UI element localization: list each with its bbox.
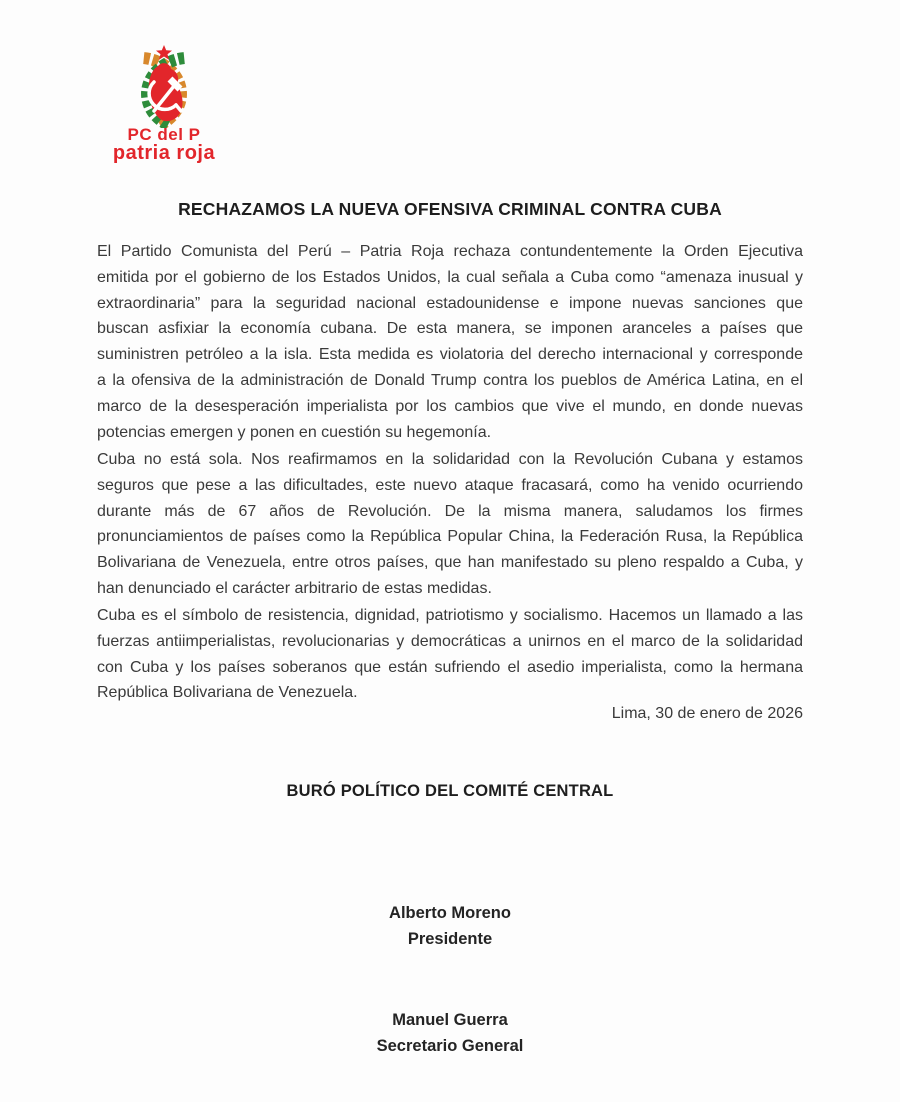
text-line: suministren petróleo a la isla. Esta medida es violatoria del derecho internacional y corresponde	[97, 346, 803, 364]
text-line: extraordinaria” para la seguridad nacional estadounidense e impone nuevas sanciones que	[97, 294, 803, 312]
text-line: República Bolivariana de Venezuela.	[97, 684, 358, 702]
paragraph-1	[97, 239, 803, 445]
dateline: Lima, 30 de enero de 2026	[611, 705, 803, 722]
logo-acronym: PC del P	[127, 125, 201, 144]
text-line: pronunciamientos de países como la República Popular China, la Federación Rusa, la República	[97, 528, 803, 546]
signature-role: Secretario General	[376, 1037, 524, 1055]
party-logo	[94, 44, 234, 163]
paragraph-3	[97, 603, 803, 706]
signature-role: Presidente	[407, 930, 493, 948]
document-title: RECHAZAMOS LA NUEVA OFENSIVA CRIMINAL CONTRA CUBA	[178, 199, 722, 219]
signature-name: Alberto Moreno	[389, 904, 511, 922]
logo-name: patria roja	[112, 142, 216, 164]
signature-name: Manuel Guerra	[392, 1011, 508, 1029]
signature-president	[97, 900, 803, 952]
text-line: marco de la desesperación imperialista por los cambios que vive el mundo, en donde nuevas	[97, 397, 803, 415]
text-line: fuerzas antiimperialistas, revolucionarias y democráticas a unirnos en el marco de la solidaridad	[97, 632, 803, 650]
text-line: con Cuba y los países soberanos que están sufriendo el asedio imperialista, como la hermana	[97, 658, 803, 676]
paragraph-2	[97, 447, 803, 602]
text-line: potencias emergen y ponen en cuestión su hegemonía.	[97, 423, 492, 441]
signature-secretary-general	[97, 1007, 803, 1059]
party-emblem-icon	[102, 44, 226, 128]
politburo-heading: BURÓ POLÍTICO DEL COMITÉ CENTRAL	[286, 782, 614, 800]
text-line: han denunciado el carácter arbitrario de estas medidas.	[97, 579, 492, 597]
text-line: seguros que pese a las dificultades, este nuevo ataque fracasará, como ha venido ocurriendo	[97, 476, 803, 494]
text-line: El Partido Comunista del Perú – Patria Roja rechaza contundentemente la Orden Ejecutiva	[97, 243, 803, 260]
text-line: buscan asfixiar la economía cubana. De esta manera, se imponen aranceles a países que	[97, 320, 803, 338]
text-line: emitida por el gobierno de los Estados Unidos, la cual señala a Cuba como “amenaza inusual y	[97, 268, 803, 286]
text-line: Cuba no está sola. Nos reafirmamos en la solidaridad con la Revolución Cubana y estamos	[97, 451, 803, 468]
text-line: durante más de 67 años de Revolución. De la misma manera, saludamos los firmes	[97, 502, 803, 520]
text-line: Cuba es el símbolo de resistencia, dignidad, patriotismo y socialismo. Hacemos un llamado a las	[97, 607, 803, 624]
text-line: Bolivariana de Venezuela, entre otros países, que han manifestado su pleno respaldo a Cuba, y	[97, 554, 803, 572]
text-line: a la ofensiva de la administración de Donald Trump contra los pueblos de América Latina, en el	[97, 371, 803, 389]
